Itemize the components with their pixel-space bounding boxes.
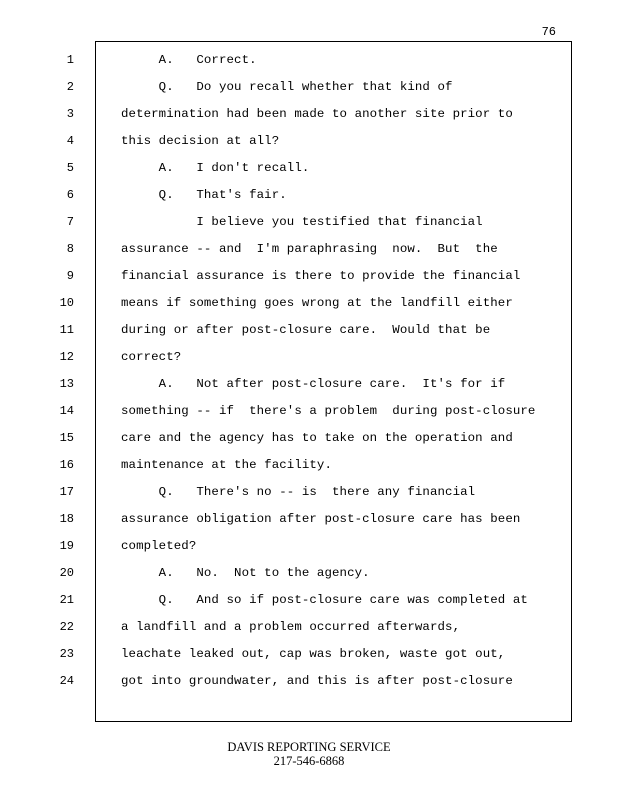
transcript-line: A. I don't recall.: [121, 161, 310, 175]
line-number: 11: [59, 323, 74, 337]
transcript-line: determination had been made to another site prior to: [121, 107, 513, 121]
line-number: 3: [66, 107, 74, 121]
transcript-line: financial assurance is there to provide the financial: [121, 269, 521, 283]
line-number: 14: [59, 404, 74, 418]
transcript-line: maintenance at the facility.: [121, 458, 332, 472]
reporter-footer: [0, 740, 618, 768]
transcript-text: [121, 47, 561, 695]
transcript-line: assurance -- and I'm paraphrasing now. But the: [121, 242, 498, 256]
transcript-line: Q. Do you recall whether that kind of: [121, 80, 453, 94]
line-number: 12: [59, 350, 74, 364]
line-number: 24: [59, 674, 74, 688]
reporter-phone: 217-546-6868: [273, 754, 345, 768]
line-number: 13: [59, 377, 74, 391]
transcript-line: I believe you testified that financial: [121, 215, 483, 229]
line-number: 17: [59, 485, 74, 499]
line-number: 10: [59, 296, 74, 310]
line-number: 15: [59, 431, 74, 445]
line-number-column: [0, 47, 78, 695]
line-number: 7: [66, 215, 74, 229]
line-number: 21: [59, 593, 74, 607]
transcript-line: something -- if there's a problem during post-closure: [121, 404, 536, 418]
transcript-line: a landfill and a problem occurred afterwards,: [121, 620, 461, 634]
line-number: 1: [66, 53, 74, 67]
transcript-line: A. No. Not to the agency.: [121, 566, 370, 580]
transcript-line: leachate leaked out, cap was broken, waste got out,: [121, 647, 506, 661]
line-number: 23: [59, 647, 74, 661]
line-number: 8: [66, 242, 74, 256]
line-number: 20: [59, 566, 74, 580]
line-number: 4: [66, 134, 74, 148]
line-number: 22: [59, 620, 74, 634]
line-number: 6: [66, 188, 74, 202]
transcript-line: completed?: [121, 539, 197, 553]
transcript-line: means if something goes wrong at the landfill either: [121, 296, 513, 310]
transcript-line: this decision at all?: [121, 134, 280, 148]
line-number: 5: [66, 161, 74, 175]
transcript-line: during or after post-closure care. Would that be: [121, 323, 491, 337]
transcript-line: Q. And so if post-closure care was completed at: [121, 593, 528, 607]
transcript-line: Q. There's no -- is there any financial: [121, 485, 476, 499]
transcript-line: care and the agency has to take on the operation and: [121, 431, 513, 445]
transcript-line: assurance obligation after post-closure care has been: [121, 512, 521, 526]
transcript-line: Q. That's fair.: [121, 188, 287, 202]
reporting-company: DAVIS REPORTING SERVICE: [227, 740, 391, 754]
line-number: 18: [59, 512, 74, 526]
line-number: 2: [66, 80, 74, 94]
line-number: 9: [66, 269, 74, 283]
transcript-line: correct?: [121, 350, 182, 364]
transcript-line: got into groundwater, and this is after post-closure: [121, 674, 513, 688]
page-number: 76: [541, 25, 556, 39]
transcript-line: A. Correct.: [121, 53, 257, 67]
transcript-line: A. Not after post-closure care. It's for if: [121, 377, 506, 391]
line-number: 16: [59, 458, 74, 472]
line-number: 19: [59, 539, 74, 553]
